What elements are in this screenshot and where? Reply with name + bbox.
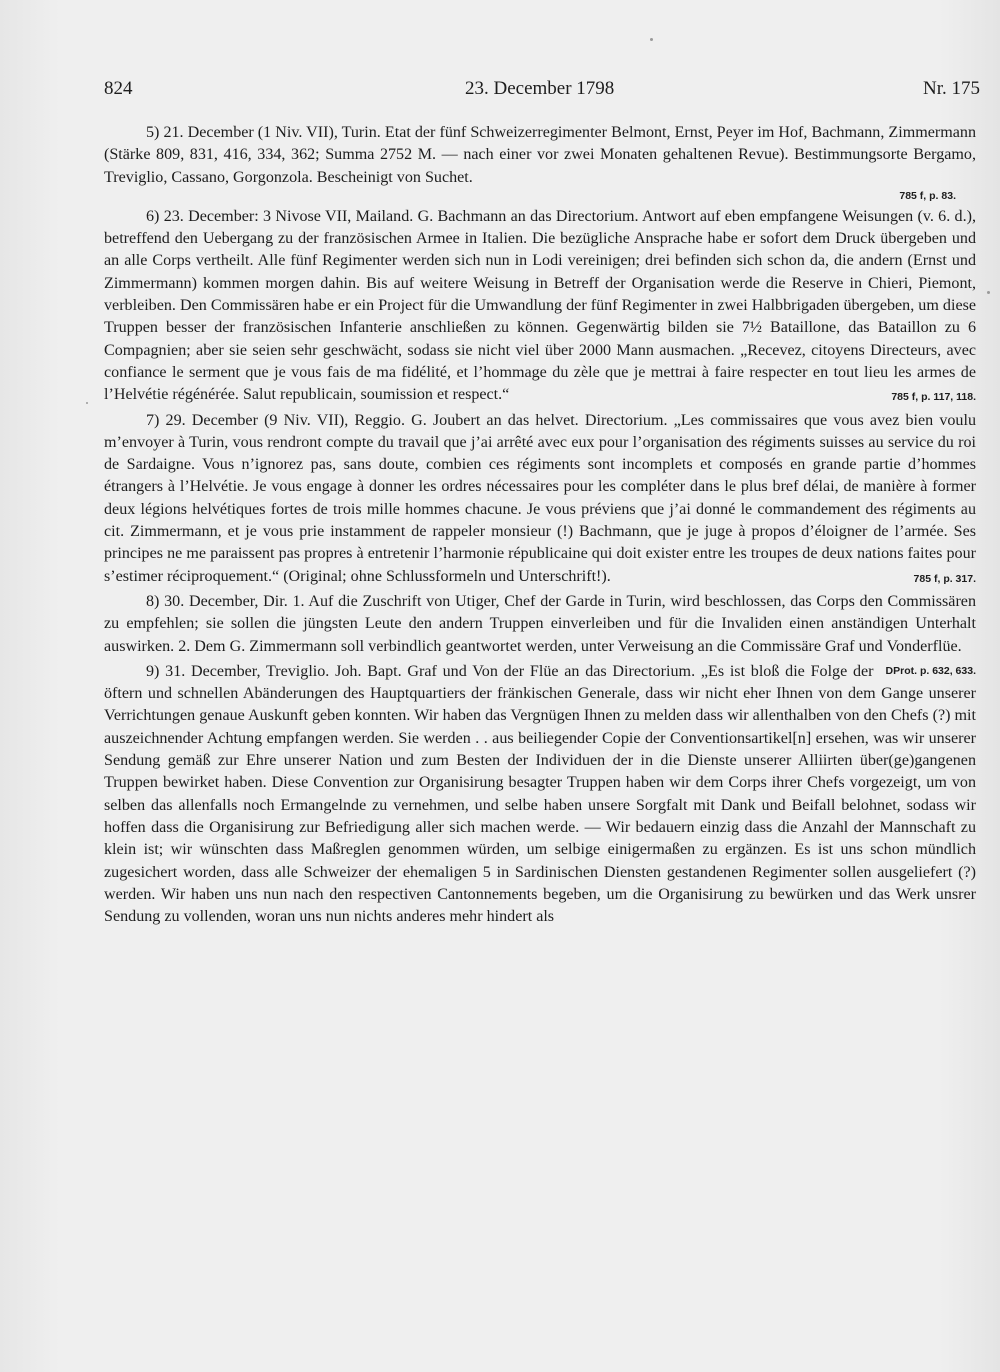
entry-8 [104,591,976,677]
running-header [104,78,980,104]
archive-reference: 785 f, p. 117, 118. [891,391,976,404]
entry-text: 6) 23. December: 3 Nivose VII, Mailand. G. Bachmann an das Directorium. Antwort auf eben empfangene Weisungen (v. 6. d.), betreffend den Uebergang zu der französischen Armee in Italien. Die bezügliche Ansprache habe er sofort dem Druck übergeben und an alle Corps vertheilt. Alle fünf Regimenter werden sich nun in Lodi vereinigen; drei befinden sich schon da, die andern (Ernst und Zimmermann) kommen morgen dahin. Bis auf weitere Weisung in Betreff der Organisation werde die Reserve in Chieri, Piemont, verbleiben. Den Commissären habe er ein Project für die Umwandlung der fünf Regimenter in zwei Halbbrigaden übergeben, um diese Truppen besser der französischen Infanterie anschließen zu können. Gegenwärtig bilden sie 7½ Bataillone, das Bataillon zu 6 Compagnien; aber sie seien sehr geschwächt, sodass sie nicht viel über 2000 Mann ausmachen. „Recevez, citoyens Directeurs, avec confiance le serment que je vous fais de ma fidélité, et l’hommage du zèle que je mettrai à faire respecter en tout lieu les armes de l’Helvétie régénérée. Salut republicain, soumission et respect.“ [104,207,976,404]
document-number: Nr. 175 [923,78,980,99]
archive-reference: 785 f, p. 83. [899,189,956,202]
entry-7 [104,410,976,588]
archive-reference: DProt. p. 632, 633. [885,664,976,677]
scan-speck [86,402,88,404]
entry-text: 5) 21. December (1 Niv. VII), Turin. Etat der fünf Schweizerregimenter Belmont, Ernst, Peyer im Hof, Bachmann, Zimmermann (Stärke 809, 831, 416, 334, 362; Summa 2752 M. — nach einer vor zwei Monaten gehaltenen Revue). Bestimmungsorte Bergamo, Treviglio, Cassano, Gorgonzola. Bescheinigt von Suchet. [104,124,976,186]
scan-speck [987,291,990,294]
header-date: 23. December 1798 [465,78,615,99]
page-body [104,122,976,928]
page-number: 824 [104,78,133,99]
entry-6 [104,206,976,407]
entry-9 [104,661,976,929]
entry-text: 7) 29. December (9 Niv. VII), Reggio. G. Joubert an das helvet. Directorium. „Les commissaires que vous avez bien voulu m’envoyer à Turin, vous rendront compte du travail que j’ai arrêté avec eux pour l’organisation des régiments suisses au service du roi de Sardaigne. Vous n’ignorez pas, sans doute, combien ces régiments sont incomplets et composés en grande partie d’hommes étrangers à l’Helvétie. Je vous engage à donner les ordres nécessaires pour les compléter dans le plus bref délai, de manière à former deux légions helvétiques fortes de trois mille hommes chacune. Je vous préviens que j’ai donné le commandement des régiments au cit. Zimmermann, et je vous prie instamment de rappeler monsieur (!) Bachmann, que je juge à propos d’éloigner de l’armée. Ses principes ne me paraissent pas propres à entretenir l’harmonie républicaine qui doit exister entre les troupes de deux nations faites pour s’estimer réciproquement.“ (Original; ohne Schlussformeln und Unterschrift!). [104,411,976,585]
scan-speck [650,38,653,41]
entry-text: 8) 30. December, Dir. 1. Auf die Zuschrift von Utiger, Chef der Garde in Turin, wird beschlossen, das Corps den Commissären zu empfehlen; sie sollen die jüngsten Leute den andern Truppen einverleiben und für die Invaliden einen anständigen Unterhalt auswirken. 2. Dem G. Zimmermann soll verbindlich geantwortet werden, unter Verweisung an die Commissäre Graf und Vonderflüe. [104,592,976,655]
entry-5 [104,122,976,203]
archive-reference: 785 f, p. 317. [913,572,976,585]
entry-text: 9) 31. December, Treviglio. Joh. Bapt. Graf und Von der Flüe an das Directorium. „Es ist bloß die Folge der öftern und schnellen Abänderungen des Hauptquartiers der fränkischen Generale, dass wir nicht eher Ihnen von dem Gange unserer Verrichtungen genaue Auskunft geben konnten. Wir haben das Vergnügen Ihnen zu melden dass wir allenthalben von den Chefs (?) mit auszeichnender Achtung empfangen werden. Sie werden . . aus beiliegender Copie der Conventionsartikel[n] ersehen, was wir unserer Sendung gemäß zur Ehre unserer Nation und zum Besten der Individuen der in die Dienste unserer Alliirten über(ge)gangenen Truppen bewirket haben. Diese Convention zur Organisirung besagter Truppen haben wir dem Corps ihrer Chefs vorgezeigt, um von selben das allenfalls noch Ermangelnde zu vernehmen, und selbe haben unsere Sorgfalt mit Dank und Beifall belohnet, sodass wir hoffen dass die Organisirung zur Befriedigung aller sich machen werde. — Wir bedauern einzig dass die Anzahl der Mannschaft zu klein ist; wir wünschten dass Maßreglen genommen würden, um selbige einigermaßen zu ergänzen. Es ist uns schon mündlich zugesichert worden, dass alle Schweizer der ehemaligen 5 in Sardinischen Diensten gestandenen Regimenter sollen ausgeliefert (?) werden. Wir haben uns nun nach den respectiven Cantonnements begeben, um die Organisirung zu bewürken und das Werk unsrer Sendung zu vollenden, woran uns nun nichts anderes mehr hindert als [104,662,976,926]
